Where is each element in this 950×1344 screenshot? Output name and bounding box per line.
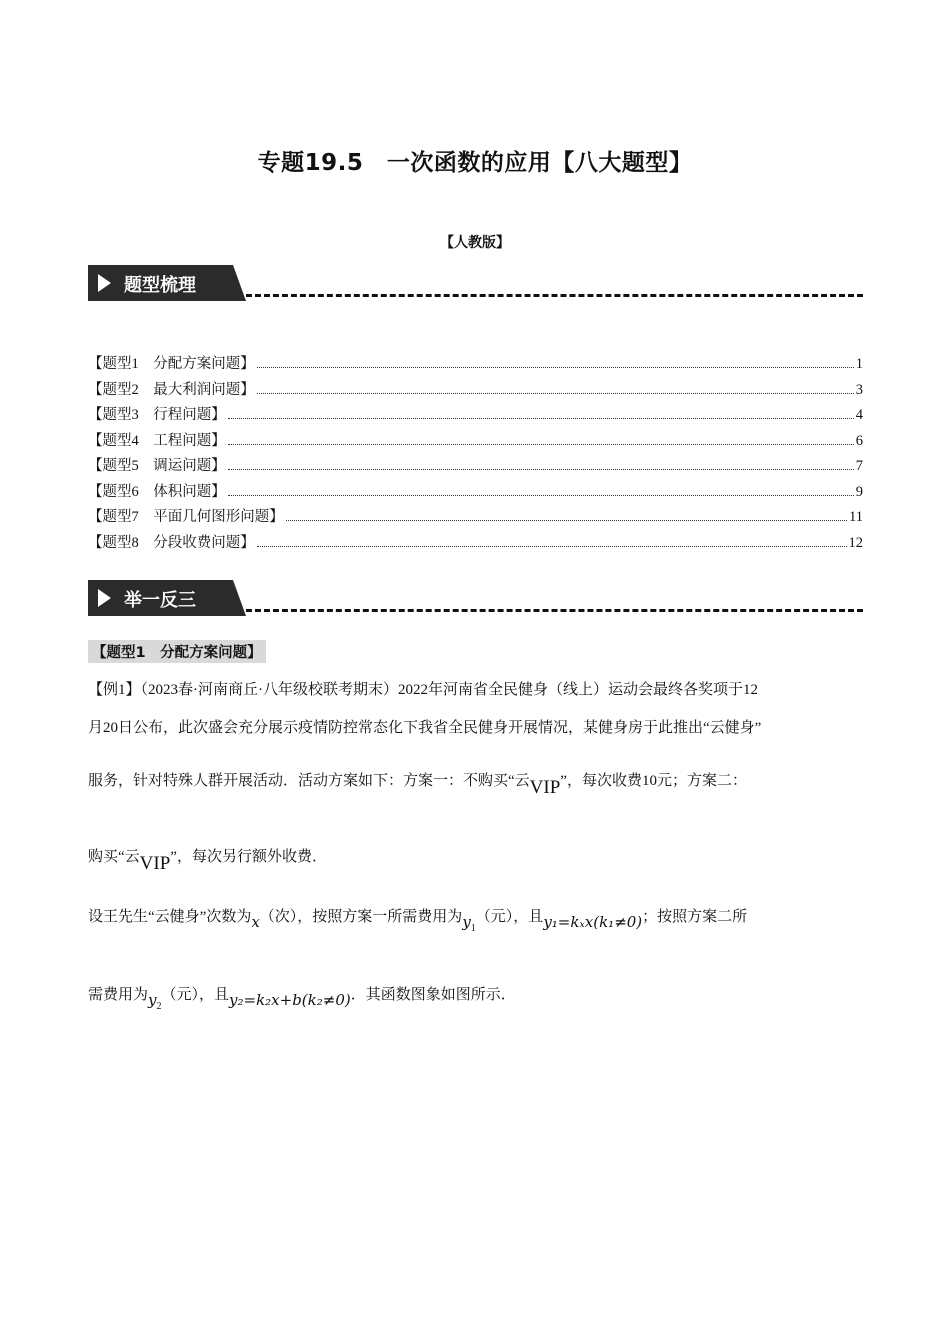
toc-leader-dots xyxy=(257,546,847,547)
toc-item[interactable] xyxy=(88,531,863,557)
banner-label: 举一反三 xyxy=(124,590,196,611)
text-run: （元），且 xyxy=(161,987,230,1003)
banner-label: 题型梳理 xyxy=(124,275,196,296)
toc-item-label: 【题型8 分段收费问题】 xyxy=(88,534,255,551)
text-run: 购买“云 xyxy=(88,849,140,865)
toc-leader-dots xyxy=(228,469,854,470)
edition-label: 【人教版】 xyxy=(440,235,510,251)
toc-item-label: 【题型3 行程问题】 xyxy=(88,407,226,423)
toc-item-page: 6 xyxy=(855,432,863,449)
text-run: ”，每次收费10元；方案二： xyxy=(560,773,747,789)
toc-leader-dots xyxy=(257,367,854,368)
text-run: （次），按照方案一所需费用为 xyxy=(259,909,463,925)
example-line xyxy=(88,769,863,798)
toc-item-label: 【题型4 工程问题】 xyxy=(88,432,226,449)
math-variable: y xyxy=(148,991,157,1009)
section-banner-examples xyxy=(88,580,863,620)
toc-item-page: 7 xyxy=(855,458,863,474)
text-run: ”，每次另行额外收费． xyxy=(170,849,327,865)
example-line xyxy=(88,905,863,934)
toc-item[interactable] xyxy=(88,480,863,506)
document-title: 专题19.5 一次函数的应用【八大题型】 xyxy=(257,150,693,176)
example-line xyxy=(88,845,863,874)
math-variable: y xyxy=(462,913,471,931)
toc-leader-dots xyxy=(228,444,854,445)
toc-item[interactable] xyxy=(88,454,863,480)
toc-item-page: 11 xyxy=(849,509,863,525)
toc-leader-dots xyxy=(286,520,847,521)
math-equation: y₁=kₓx(k₁≠0) xyxy=(543,913,643,931)
toc-item[interactable] xyxy=(88,352,863,378)
example-line: 月20日公布，此次盛会充分展示疫情防控常态化下我省全民健身开展情况，某健身房于此推出“云健身” xyxy=(88,720,762,736)
banner-dashed-line xyxy=(246,294,863,297)
toc-item-page: 4 xyxy=(855,407,863,423)
toc-leader-dots xyxy=(257,393,854,394)
math-equation: y₂=k₂x+b(k₂≠0) xyxy=(229,991,351,1009)
text-run: ．其函数图象如图所示． xyxy=(350,987,516,1003)
vip-text: VIP xyxy=(529,777,561,798)
math-subscript: 1 xyxy=(470,923,476,934)
banner-dashed-line xyxy=(246,609,863,612)
math-subscript: 2 xyxy=(156,1001,162,1012)
toc-leader-dots xyxy=(228,495,854,496)
text-run: （元），且 xyxy=(475,909,544,925)
play-arrow-icon xyxy=(98,274,111,292)
toc-item-page: 12 xyxy=(848,534,863,551)
toc-item-label: 【题型7 平面几何图形问题】 xyxy=(88,509,284,525)
math-variable: x xyxy=(251,913,260,931)
toc-item-label: 【题型5 调运问题】 xyxy=(88,458,226,474)
toc-item-page: 9 xyxy=(855,483,863,500)
toc-item[interactable] xyxy=(88,403,863,429)
text-run: ；按照方案二所 xyxy=(642,909,748,925)
vip-text: VIP xyxy=(139,853,171,874)
toc-item-label: 【题型2 最大利润问题】 xyxy=(88,381,255,398)
toc-item[interactable] xyxy=(88,429,863,455)
toc-leader-dots xyxy=(228,418,854,419)
play-arrow-icon xyxy=(98,589,111,607)
toc-item-label: 【题型6 体积问题】 xyxy=(88,483,226,500)
question-type-tag: 【题型1 分配方案问题】 xyxy=(88,640,266,663)
toc-item-label: 【题型1 分配方案问题】 xyxy=(88,356,255,372)
table-of-contents xyxy=(88,352,863,556)
example-line: 【例1】（2023春·河南商丘·八年级校联考期末）2022年河南省全民健身（线上）运动会最终各奖项于12 xyxy=(88,682,758,698)
text-run: 需费用为 xyxy=(88,987,149,1003)
text-run: 服务，针对特殊人群开展活动．活动方案如下：方案一：不购买“云 xyxy=(88,773,530,789)
toc-item-page: 3 xyxy=(855,381,863,398)
toc-item[interactable] xyxy=(88,505,863,531)
example-line xyxy=(88,983,863,1012)
toc-item[interactable] xyxy=(88,378,863,404)
text-run: 设王先生“云健身”次数为 xyxy=(88,909,252,925)
toc-item-page: 1 xyxy=(855,356,863,372)
section-banner-toc xyxy=(88,265,863,305)
